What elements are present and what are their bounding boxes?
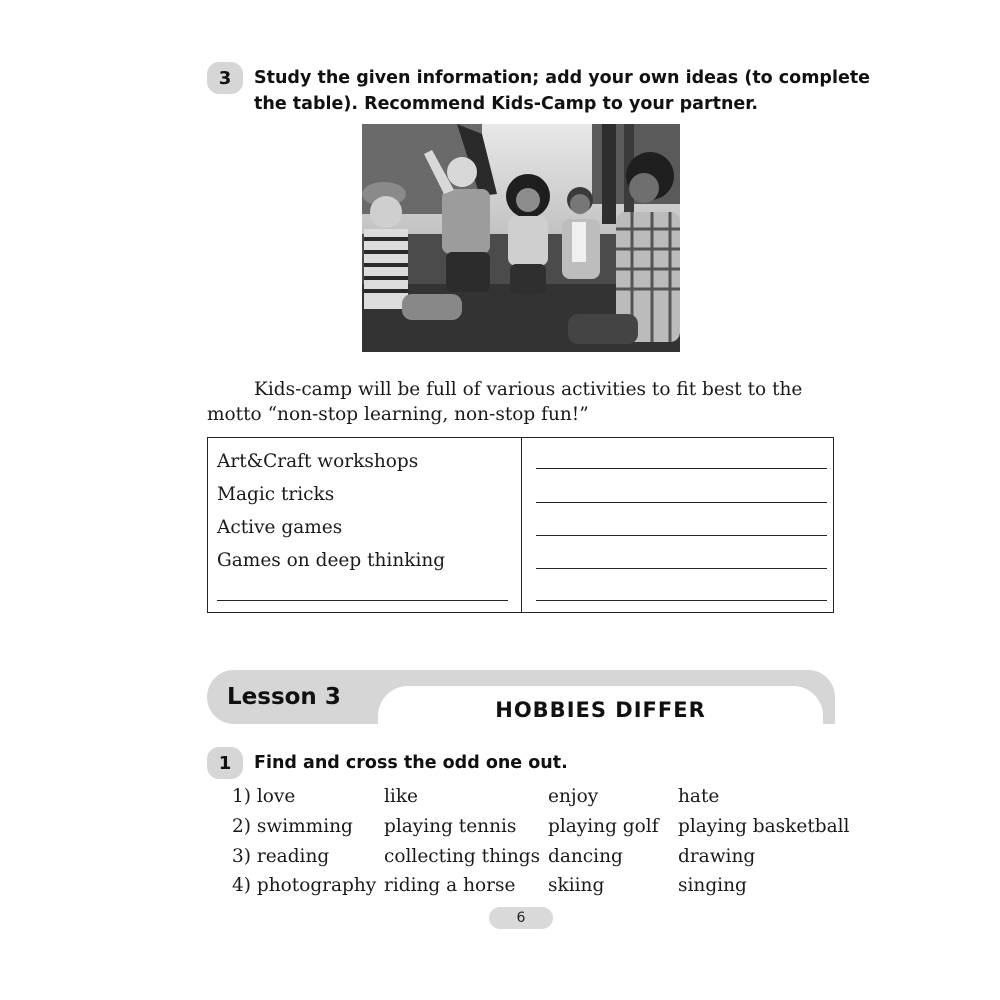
instruction-line-2: the table). Recommend Kids-Camp to your partner. bbox=[254, 94, 759, 114]
right-answer-blank[interactable] bbox=[536, 502, 827, 503]
word-cell[interactable]: skiing bbox=[548, 875, 605, 896]
word-cell[interactable]: drawing bbox=[678, 846, 756, 867]
activities-table bbox=[207, 437, 834, 613]
camp-description-line-1: Kids-camp will be full of various activities to fit best to the bbox=[254, 379, 803, 400]
exercise-number-badge bbox=[207, 62, 243, 94]
table-column-divider bbox=[521, 438, 522, 612]
right-answer-blank[interactable] bbox=[536, 535, 827, 536]
instruction-line-1: Study the given information; add your own ideas (to complete bbox=[254, 68, 871, 88]
word-cell[interactable]: playing golf bbox=[548, 816, 659, 837]
activity-item: Magic tricks bbox=[217, 484, 335, 505]
children-sitting-on-grass-photo bbox=[362, 124, 680, 352]
exercise-instruction bbox=[254, 65, 870, 117]
word-cell[interactable]: 3) reading bbox=[232, 846, 330, 867]
exercise-instruction: Find and cross the odd one out. bbox=[254, 753, 568, 773]
page-number-text: 6 bbox=[516, 910, 526, 926]
camp-description-line-2: motto “non-stop learning, non-stop fun!” bbox=[207, 404, 589, 425]
lesson-title: HOBBIES DIFFER bbox=[495, 698, 706, 722]
left-answer-blank[interactable] bbox=[217, 600, 508, 601]
activity-item: Games on deep thinking bbox=[217, 550, 446, 571]
word-cell[interactable]: collecting things bbox=[384, 846, 541, 867]
word-cell[interactable]: dancing bbox=[548, 846, 623, 867]
word-cell[interactable]: like bbox=[384, 786, 418, 807]
lesson-label: Lesson 3 bbox=[227, 684, 341, 710]
exercise-number-badge bbox=[207, 747, 243, 779]
word-cell[interactable]: 1) love bbox=[232, 786, 296, 807]
word-cell[interactable]: 4) photography bbox=[232, 875, 377, 896]
word-cell[interactable]: playing basketball bbox=[678, 816, 850, 837]
exercise-number: 3 bbox=[218, 67, 232, 89]
right-answer-blank[interactable] bbox=[536, 600, 827, 601]
word-cell[interactable]: riding a horse bbox=[384, 875, 516, 896]
activity-item: Art&Craft workshops bbox=[217, 451, 419, 472]
word-cell[interactable]: singing bbox=[678, 875, 747, 896]
word-cell[interactable]: 2) swimming bbox=[232, 816, 353, 837]
activity-item: Active games bbox=[217, 517, 343, 538]
camp-description bbox=[207, 377, 802, 427]
word-cell[interactable]: enjoy bbox=[548, 786, 599, 807]
right-answer-blank[interactable] bbox=[536, 568, 827, 569]
word-cell[interactable]: hate bbox=[678, 786, 720, 807]
exercise-number: 1 bbox=[218, 752, 232, 774]
word-cell[interactable]: playing tennis bbox=[384, 816, 517, 837]
page-number bbox=[489, 907, 553, 929]
right-answer-blank[interactable] bbox=[536, 468, 827, 469]
